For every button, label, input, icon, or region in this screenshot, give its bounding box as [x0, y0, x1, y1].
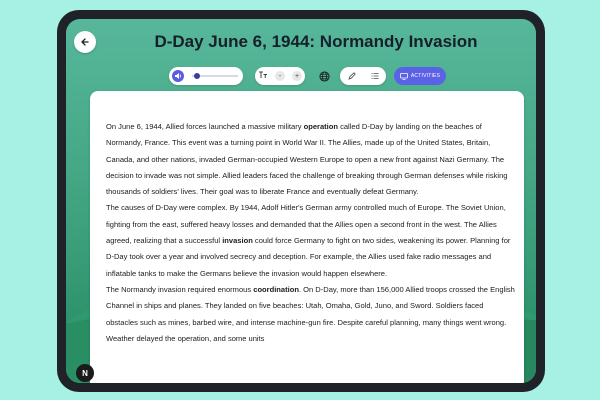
paragraph-text: could force Germany to fight on two sides, weakening its power. Planning for D-Day took over a year and involved secrecy and deception. For example, the Allies used fake radio messages and inflatable tanks to make the Germans believe the invasion would happen elsewhere.	[106, 236, 511, 278]
speaker-icon	[174, 72, 182, 80]
activities-label: ACTIVITIES	[410, 73, 441, 79]
audio-play-button[interactable]	[172, 70, 184, 82]
globe-icon	[319, 71, 330, 82]
annotation-tools	[340, 67, 386, 85]
article-paragraph	[106, 119, 516, 200]
article-paragraph	[106, 200, 516, 281]
increase-text-button[interactable]: +	[292, 71, 302, 81]
paragraph-text: The Normandy invasion required enormous	[106, 284, 254, 294]
paragraph-text: On June 6, 1944, Allied forces launched a massive military	[106, 122, 304, 131]
pencil-icon	[348, 72, 356, 80]
audio-seek-bar[interactable]	[192, 75, 238, 77]
paragraph-text: . On D-Day, more than 156,000 Allied troops crossed the English Channel in ships and planes. They landed on five beaches: Utah, Omaha, Gold, Juno, and Sword. Soldiers faced obstacles such as mines, barbed wire, and intense machine-gun fire. Despite careful planning, many things went wrong. Weather delayed the operation, and some units	[106, 284, 515, 343]
screen-icon	[400, 73, 408, 80]
audio-seek-handle[interactable]	[194, 73, 200, 79]
decrease-text-button[interactable]: -	[275, 71, 285, 81]
back-arrow-icon	[80, 37, 90, 47]
activities-button[interactable]	[394, 67, 446, 85]
text-size-icon	[258, 71, 268, 82]
vocabulary-word[interactable]: coordination	[253, 284, 299, 294]
tablet-frame	[57, 10, 545, 392]
paragraph-text: called D-Day by landing on the beaches of Normandy, France. This event was a turning point in World War II. The Allies, made up of the United States, Britain, Canada, and other nations, invaded German-occupied Western Europe to open a new front against Nazi Germany. The decision to invade was not simple. Allied leaders faced the challenge of breaking through German defenses while risking thousands of soldiers' lives. Their goal was to liberate France and eventually defeat Germany.	[106, 122, 508, 197]
notes-button[interactable]	[371, 67, 379, 85]
paragraph-text: The causes of D-Day were complex. By 1944, Adolf Hitler's German army controlled much of Europe. The Soviet Union, fighting from the east, suffered heavy losses and demanded that the Allies open a second front in the west. The Allies agreed, realizing that a successful	[106, 203, 506, 246]
article-paragraph	[106, 282, 516, 347]
article-card	[90, 91, 524, 383]
profile-badge[interactable]: N	[76, 364, 94, 382]
text-size-control	[255, 67, 305, 85]
article-body	[106, 119, 516, 347]
language-button[interactable]	[316, 68, 332, 84]
vocabulary-word[interactable]: invasion	[222, 236, 253, 246]
highlight-button[interactable]	[348, 67, 356, 85]
vocabulary-word[interactable]: operation	[303, 122, 338, 131]
page-title: D-Day June 6, 1944: Normandy Invasion	[154, 32, 478, 51]
audio-player	[169, 67, 243, 85]
app-screen	[66, 19, 536, 383]
list-icon	[371, 72, 379, 80]
back-button[interactable]	[74, 31, 96, 53]
